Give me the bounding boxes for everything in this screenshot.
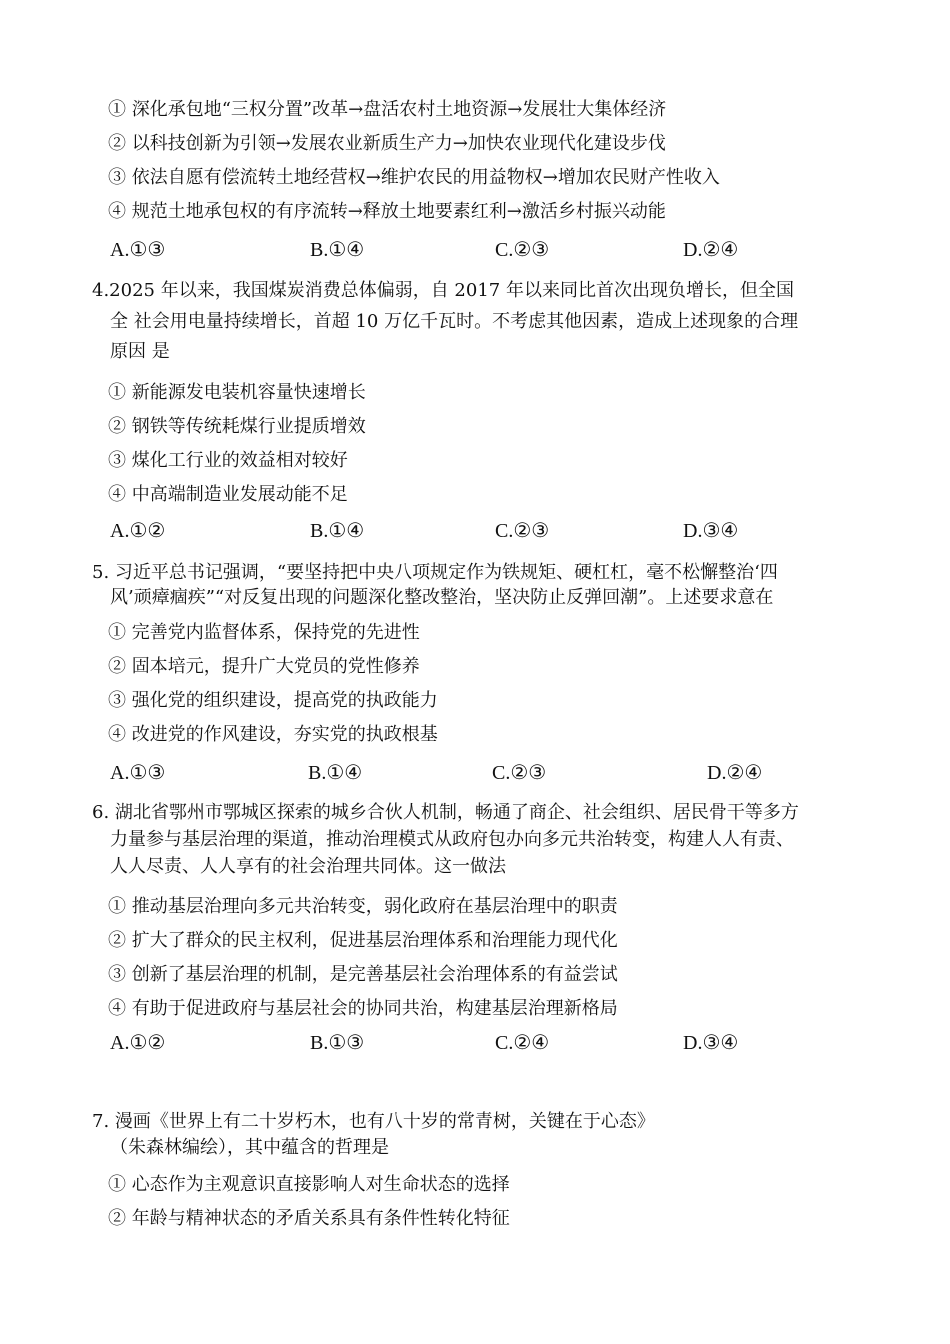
q5-stem-line-1: 5. 习近平总书记强调，“要坚持把中央八项规定作为铁规矩、硬杠杠，毫不松懈整治‘四: [92, 562, 778, 583]
q5-option-3: ③ 强化党的组织建设，提高党的执政能力: [108, 690, 438, 711]
q4-option-1: ① 新能源发电装机容量快速增长: [108, 382, 366, 403]
q6-choice-d[interactable]: D.③④: [683, 1032, 739, 1054]
q3-option-1: ① 深化承包地“三权分置”改革→盘活农村土地资源→发展壮大集体经济: [108, 99, 667, 120]
q6-choice-c[interactable]: C.②④: [495, 1032, 550, 1054]
q6-option-4: ④ 有助于促进政府与基层社会的协同共治，构建基层治理新格局: [108, 998, 618, 1019]
q6-option-2: ② 扩大了群众的民主权利，促进基层治理体系和治理能力现代化: [108, 930, 618, 951]
q3-option-2: ② 以科技创新为引领→发展农业新质生产力→加快农业现代化建设步伐: [108, 133, 666, 154]
q4-stem-line-1: 4.2025 年以来，我国煤炭消费总体偏弱，自 2017 年以来同比首次出现负增长，但全国: [92, 280, 794, 301]
q5-option-2: ② 固本培元，提升广大党员的党性修养: [108, 656, 420, 677]
q6-stem-line-3: 人人尽责、人人享有的社会治理共同体。这一做法: [110, 856, 506, 877]
q5-choice-c[interactable]: C.②③: [492, 762, 547, 784]
q4-choice-b[interactable]: B.①④: [310, 520, 365, 542]
q6-stem-line-1: 6. 湖北省鄂州市鄂城区探索的城乡合伙人机制，畅通了商企、社会组织、居民骨干等多方: [92, 802, 799, 823]
q3-option-4: ④ 规范土地承包权的有序流转→释放土地要素红利→激活乡村振兴动能: [108, 201, 666, 222]
q7-stem-line-2: （朱森林编绘），其中蕴含的哲理是: [110, 1137, 389, 1158]
q4-option-3: ③ 煤化工行业的效益相对较好: [108, 450, 348, 471]
q4-choice-a[interactable]: A.①②: [110, 520, 166, 542]
q7-stem-line-1: 7. 漫画《世界上有二十岁朽木，也有八十岁的常青树，关键在于心态》: [92, 1111, 655, 1132]
q4-choices: [110, 518, 850, 544]
q3-choices: [110, 237, 850, 263]
q3-choice-d[interactable]: D.②④: [683, 239, 739, 261]
q5-choice-b[interactable]: B.①④: [308, 762, 363, 784]
q3-option-3: ③ 依法自愿有偿流转土地经营权→维护农民的用益物权→增加农民财产性收入: [108, 167, 720, 188]
q6-option-1: ① 推动基层治理向多元共治转变，弱化政府在基层治理中的职责: [108, 896, 618, 917]
q5-choices: [110, 760, 850, 786]
q3-choice-b[interactable]: B.①④: [310, 239, 365, 261]
q6-choice-a[interactable]: A.①②: [110, 1032, 166, 1054]
q3-choice-c[interactable]: C.②③: [495, 239, 550, 261]
q6-choices: [110, 1030, 850, 1056]
q4-option-2: ② 钢铁等传统耗煤行业提质增效: [108, 416, 366, 437]
q5-choice-d[interactable]: D.②④: [707, 762, 763, 784]
q5-option-4: ④ 改进党的作风建设，夯实党的执政根基: [108, 724, 438, 745]
q6-option-3: ③ 创新了基层治理的机制，是完善基层社会治理体系的有益尝试: [108, 964, 618, 985]
q3-choice-a[interactable]: A.①③: [110, 239, 166, 261]
q5-choice-a[interactable]: A.①③: [110, 762, 166, 784]
q6-choice-b[interactable]: B.①③: [310, 1032, 365, 1054]
q4-choice-d[interactable]: D.③④: [683, 520, 739, 542]
q5-option-1: ① 完善党内监督体系，保持党的先进性: [108, 622, 420, 643]
q4-stem-line-2: 全 社会用电量持续增长，首超 10 万亿千瓦时。不考虑其他因素，造成上述现象的合理: [110, 311, 799, 332]
q4-choice-c[interactable]: C.②③: [495, 520, 550, 542]
q4-option-4: ④ 中高端制造业发展动能不足: [108, 484, 348, 505]
q7-option-1: ① 心态作为主观意识直接影响人对生命状态的选择: [108, 1174, 510, 1195]
q4-stem-line-3: 原因 是: [110, 341, 170, 362]
q5-stem-line-2: 风’顽瘴痼疾”“对反复出现的问题深化整改整治，坚决防止反弹回潮”。上述要求意在: [110, 587, 774, 608]
q7-option-2: ② 年龄与精神状态的矛盾关系具有条件性转化特征: [108, 1208, 510, 1229]
q6-stem-line-2: 力量参与基层治理的渠道，推动治理模式从政府包办向多元共治转变，构建人人有责、: [110, 829, 794, 850]
